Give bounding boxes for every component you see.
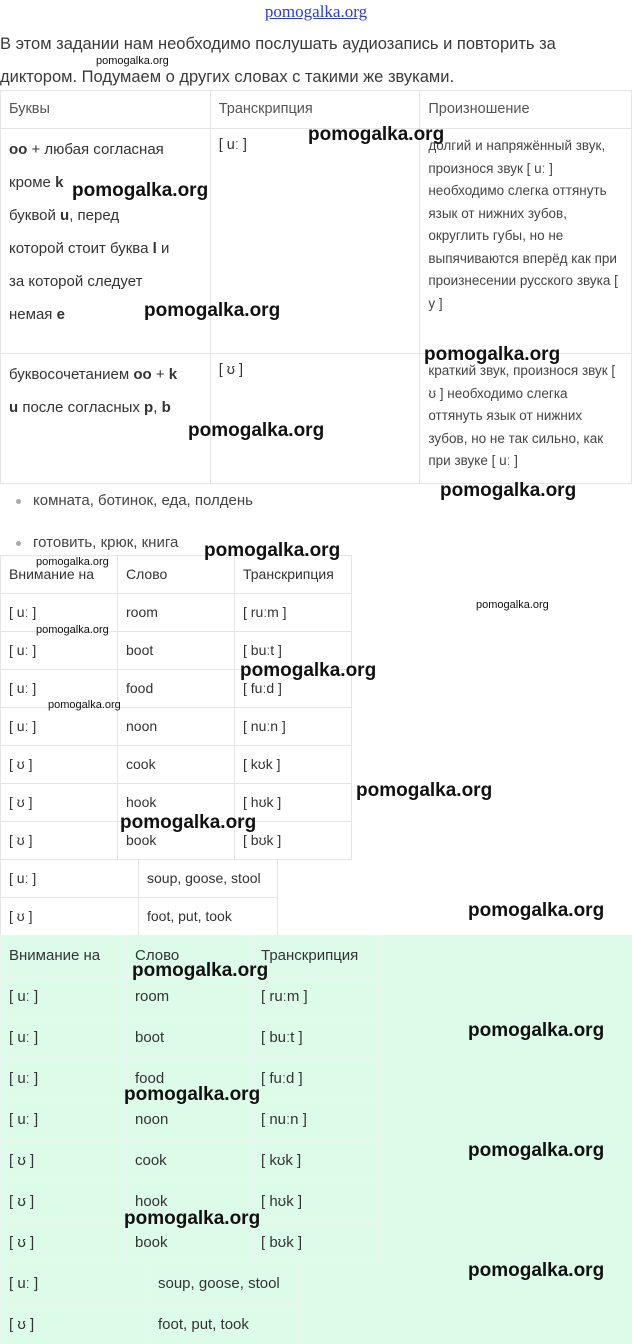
text-fragment: k [168,366,178,383]
table-row [1,1305,299,1344]
column-header: Внимание на [1,556,118,594]
column-header: Буквы [1,91,211,129]
text-fragment: , [153,399,162,416]
pronunciation-cell: долгий и напряжённый звук, произнося звук [ uː ] необходимо слегка оттянуть язык от нижних зубов, округлить губы, но не выпячиваются вперёд как при произнесении русского звука [ у ] [420,129,632,354]
table-cell: [ uː ] [1,1059,127,1100]
watermark: pomogalka.org [120,812,257,833]
text-fragment: и [156,240,170,257]
table-header-row [1,91,632,129]
table-cell: [ hʊk ] [235,784,352,822]
table-cell: boot [118,632,235,670]
table-cell: cook [118,746,235,784]
watermark: pomogalka.org [96,55,169,67]
list-item: комната, ботинок, еда, полдень [0,480,632,522]
table-cell: [ buːt ] [253,1018,379,1059]
table-cell: book [127,1223,253,1264]
text-fragment: которой стоит буква [9,240,153,257]
watermark: pomogalka.org [240,660,377,681]
text-fragment: oo [9,141,28,158]
table-cell: [ uː ] [1,594,118,632]
table-cell: hook [118,784,235,822]
table-cell: [ kʊk ] [235,746,352,784]
table-cell: [ nuːn ] [235,708,352,746]
text-fragment: после согласных [18,399,145,416]
watermark: pomogalka.org [468,900,605,921]
column-header: Транскрипция [235,556,352,594]
table-row [1,1141,379,1182]
watermark: pomogalka.org [468,1140,605,1161]
table-cell: [ buːt ] [235,632,352,670]
table-cell: food [118,670,235,708]
pronunciation-cell: краткий звук, произнося звук [ ʊ ] необходимо слегка оттянуть язык от нижних зубов, но не так сильно, как при звуке [ uː ] [420,354,632,484]
table-cell: [ uː ] [1,1018,127,1059]
table-cell: [ uː ] [1,1100,127,1141]
summary-table [0,859,278,936]
text-fragment: буквосочетанием [9,366,134,383]
text-fragment: p [144,399,154,416]
table-cell: [ ʊ ] [1,1182,127,1223]
watermark: pomogalka.org [36,624,109,636]
transcription-cell: [ uː ] [210,129,420,354]
table-cell: food [127,1059,253,1100]
column-header: Транскрипция [253,936,379,977]
letters-cell [1,354,211,484]
table-cell: [ uː ] [1,860,139,898]
text-fragment: за которой следует [9,273,143,290]
text-fragment: l [152,240,157,257]
table-cell: soup, goose, stool [139,860,278,898]
table-row [1,354,632,484]
text-fragment: немая [9,306,57,323]
table-cell: [ kʊk ] [253,1141,379,1182]
table-cell: [ ruːm ] [235,594,352,632]
watermark: pomogalka.org [468,1020,605,1041]
table-cell: [ ʊ ] [1,784,118,822]
watermark: pomogalka.org [124,1208,261,1229]
table-cell: [ ʊ ] [1,746,118,784]
text-fragment: буквой [9,207,61,224]
watermark: pomogalka.org [36,556,109,568]
text-fragment: b [161,399,171,416]
watermark: pomogalka.org [308,124,445,145]
table-cell: [ uː ] [1,977,127,1018]
table-row [1,898,278,936]
watermark: pomogalka.org [204,540,341,561]
watermark: pomogalka.org [424,344,561,365]
column-header: Слово [118,556,235,594]
text-fragment: k [55,174,64,191]
table-cell: [ uː ] [1,1264,150,1305]
list-item: готовить, крюк, книга [0,522,632,564]
table-cell: soup, goose, stool [150,1264,299,1305]
table-cell: [ ʊ ] [1,1305,150,1344]
table-cell: [ uː ] [1,670,118,708]
text-fragment: + любая согласная [27,141,164,158]
table-cell: [ ruːm ] [253,977,379,1018]
table-cell: noon [127,1100,253,1141]
table-cell: [ ʊ ] [1,1223,127,1264]
table-cell: foot, put, took [150,1305,299,1344]
text-fragment: u [9,399,19,416]
table-cell: noon [118,708,235,746]
table-cell: boot [127,1018,253,1059]
text-fragment: кроме [9,174,56,191]
text-fragment [9,232,202,265]
table-cell: hook [127,1182,253,1223]
table-row [1,1018,379,1059]
text-fragment [9,133,202,166]
transcription-cell: [ ʊ ] [210,354,420,484]
text-fragment: , перед [69,207,120,224]
column-header: Внимание на [1,936,127,977]
table-row [1,977,379,1018]
text-fragment: + [151,366,169,383]
watermark: pomogalka.org [72,180,209,201]
table-row [1,860,278,898]
table-cell: [ nuːn ] [253,1100,379,1141]
text-fragment: e [56,306,65,323]
summary-table-highlighted [0,1263,299,1344]
column-header: Произношение [420,91,632,129]
text-fragment [9,358,202,391]
column-header: Транскрипция [210,91,420,129]
text-fragment [9,265,202,298]
table-row [1,1264,299,1305]
table-cell: [ uː ] [1,632,118,670]
table-row [1,129,632,354]
table-cell: [ fuːd ] [253,1059,379,1100]
watermark: pomogalka.org [144,300,281,321]
text-fragment: u [60,207,70,224]
watermark: pomogalka.org [468,1260,605,1281]
watermark: pomogalka.org [48,699,121,711]
text-fragment: oo [133,366,152,383]
table-cell: foot, put, took [139,898,278,936]
table-cell: [ ʊ ] [1,1141,127,1182]
watermark: pomogalka.org [188,420,325,441]
table-row [1,708,352,746]
site-link[interactable]: pomogalka.org [264,2,368,21]
table-cell: room [127,977,253,1018]
table-cell: room [118,594,235,632]
table-cell: [ hʊk ] [253,1182,379,1223]
watermark: pomogalka.org [440,480,577,501]
table-cell: cook [127,1141,253,1182]
table-cell: [ fuːd ] [235,670,352,708]
table-row [1,746,352,784]
text-fragment [9,391,202,424]
table-cell: [ bʊk ] [235,822,352,860]
watermark: pomogalka.org [124,1084,261,1105]
column-header: Слово [127,936,253,977]
table-cell: [ ʊ ] [1,822,118,860]
table-cell: [ ʊ ] [1,898,139,936]
table-cell: book [118,822,235,860]
table-cell: [ uː ] [1,708,118,746]
table-cell: [ bʊk ] [253,1223,379,1264]
text-fragment [9,199,202,232]
watermark: pomogalka.org [132,960,269,981]
intro-text: В этом задании нам необходимо послушать аудиозапись и повторить за диктором. Подумаем о других словах с такими же звуками. [0,35,556,86]
watermark: pomogalka.org [476,599,549,611]
watermark: pomogalka.org [356,780,493,801]
